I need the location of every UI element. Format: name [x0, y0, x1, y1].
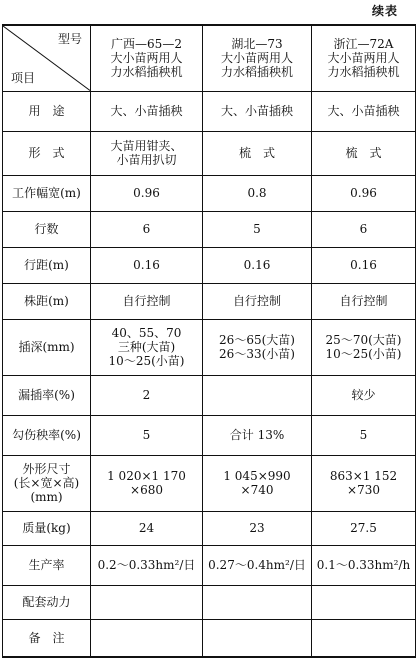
- table-row: [3, 283, 416, 319]
- row-label-row-spacing: 行距(m): [3, 247, 91, 283]
- row-label-row-count: 行数: [3, 211, 91, 247]
- table-row: [3, 415, 416, 455]
- table-cell: 大苗用钳夹、 小苗用扒切: [91, 131, 203, 175]
- table-row: [3, 545, 416, 585]
- table-cell: 自行控制: [203, 283, 312, 319]
- table-cell: 1 020×1 170 ×680: [91, 455, 203, 511]
- table-cell: 6: [312, 211, 416, 247]
- table-row: [3, 619, 416, 657]
- table-cell: [203, 585, 312, 619]
- table-header-row: [3, 25, 416, 91]
- table-cell: 0.27～0.4hm²/日: [203, 545, 312, 585]
- table-cell: [312, 585, 416, 619]
- table-cell: 1 045×990 ×740: [203, 455, 312, 511]
- table-cell: 梳 式: [203, 131, 312, 175]
- table-cell: 0.16: [312, 247, 416, 283]
- table-cell: 25～70(大苗) 10～25(小苗): [312, 319, 416, 375]
- row-label-power: 配套动力: [3, 585, 91, 619]
- table-cell: 0.16: [203, 247, 312, 283]
- table-row: [3, 131, 416, 175]
- table-cell: 5: [203, 211, 312, 247]
- table-cell: 大、小苗插秧: [91, 91, 203, 131]
- table-cell: [91, 585, 203, 619]
- table-cell: 大、小苗插秧: [312, 91, 416, 131]
- table-row: [3, 585, 416, 619]
- table-row: [3, 375, 416, 415]
- table-cell: 5: [312, 415, 416, 455]
- table-cell: 24: [91, 511, 203, 545]
- spec-table: [2, 24, 416, 658]
- table-cell: 0.2～0.33hm²/日: [91, 545, 203, 585]
- table-cell: 5: [91, 415, 203, 455]
- table-cell: 自行控制: [312, 283, 416, 319]
- table-row: [3, 455, 416, 511]
- table-row: [3, 175, 416, 211]
- row-label-depth: 插深(mm): [3, 319, 91, 375]
- table-cell: 合计 13%: [203, 415, 312, 455]
- row-label-usage: 用 途: [3, 91, 91, 131]
- row-label-mass: 质量(kg): [3, 511, 91, 545]
- row-label-type: 形 式: [3, 131, 91, 175]
- table-row: [3, 511, 416, 545]
- table-cell: 0.8: [203, 175, 312, 211]
- table-cell: 0.96: [312, 175, 416, 211]
- item-label: 项目: [11, 70, 36, 85]
- diagonal-header-cell: [3, 25, 91, 91]
- table-row: [3, 91, 416, 131]
- table-cell: 6: [91, 211, 203, 247]
- table-row: [3, 247, 416, 283]
- table-cell: 26～65(大苗) 26～33(小苗): [203, 319, 312, 375]
- table-row: [3, 211, 416, 247]
- table-cell: [203, 375, 312, 415]
- table-cell: 梳 式: [312, 131, 416, 175]
- row-label-remarks: 备 注: [3, 619, 91, 657]
- table-cell: 较少: [312, 375, 416, 415]
- table-cell: 0.96: [91, 175, 203, 211]
- table-cell: 0.1～0.33hm²/h: [312, 545, 416, 585]
- table-cell: 23: [203, 511, 312, 545]
- table-cell: 2: [91, 375, 203, 415]
- row-label-damage-rate: 勾伤秧率(%): [3, 415, 91, 455]
- table-cell: 0.16: [91, 247, 203, 283]
- continued-label: 续表: [372, 4, 399, 18]
- row-label-working-width: 工作幅宽(m): [3, 175, 91, 211]
- table-cell: 自行控制: [91, 283, 203, 319]
- table-cell: [312, 619, 416, 657]
- model-label: 型号: [57, 32, 82, 46]
- table-cell: [91, 619, 203, 657]
- row-label-dimensions: 外形尺寸 (长×宽×高) (mm): [3, 455, 91, 511]
- table-cell: 大、小苗插秧: [203, 91, 312, 131]
- row-label-miss-rate: 漏插率(%): [3, 375, 91, 415]
- column-header-hubei: 湖北—73 大小苗两用人 力水稻插秧机: [203, 25, 312, 91]
- table-cell: 40、55、70 三种(大苗) 10～25(小苗): [91, 319, 203, 375]
- table-cell: 863×1 152 ×730: [312, 455, 416, 511]
- column-header-guangxi: 广西—65—2 大小苗两用人 力水稻插秧机: [91, 25, 203, 91]
- column-header-zhejiang: 浙江—72A 大小苗两用人 力水稻插秧机: [312, 25, 416, 91]
- table-cell: 27.5: [312, 511, 416, 545]
- row-label-productivity: 生产率: [3, 545, 91, 585]
- row-label-plant-spacing: 株距(m): [3, 283, 91, 319]
- table-row: [3, 319, 416, 375]
- table-cell: [203, 619, 312, 657]
